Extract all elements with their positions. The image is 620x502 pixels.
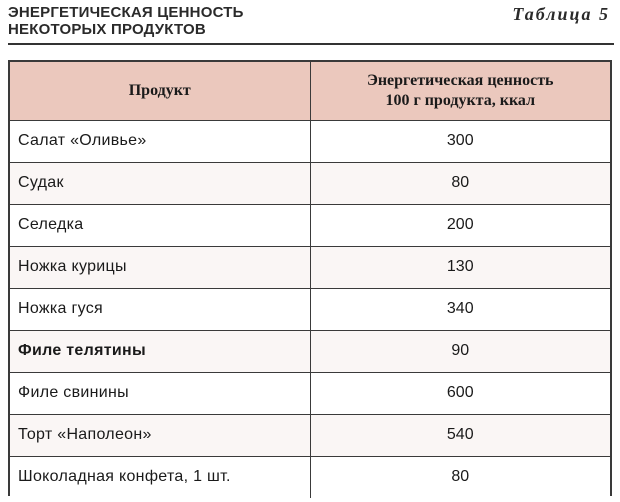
table-row	[10, 456, 610, 498]
table-row	[10, 372, 610, 414]
product-cell: Судак	[10, 162, 310, 204]
product-cell: Филе свинины	[10, 372, 310, 414]
product-cell: Шоколадная конфета, 1 шт.	[10, 456, 310, 498]
table-header-row	[10, 62, 610, 120]
table-heading: ЭНЕРГЕТИЧЕСКАЯ ЦЕННОСТЬ НЕКОТОРЫХ ПРОДУКТОВ	[8, 4, 244, 38]
table-row	[10, 162, 610, 204]
column-header-product: Продукт	[10, 62, 310, 120]
energy-cell: 200	[310, 204, 610, 246]
energy-cell: 80	[310, 162, 610, 204]
table-row	[10, 204, 610, 246]
energy-cell: 300	[310, 120, 610, 162]
energy-cell: 600	[310, 372, 610, 414]
energy-value-table	[10, 62, 610, 498]
energy-cell: 540	[310, 414, 610, 456]
table-row	[10, 246, 610, 288]
product-cell: Торт «Наполеон»	[10, 414, 310, 456]
header-divider	[8, 43, 614, 45]
page-header	[8, 4, 614, 44]
table-row	[10, 120, 610, 162]
energy-cell: 80	[310, 456, 610, 498]
column-header-energy: Энергетическая ценность 100 г продукта, ккал	[310, 62, 610, 120]
product-cell: Филе телятины	[10, 330, 310, 372]
table-number-label: Таблица 5	[512, 4, 610, 24]
product-cell: Салат «Оливье»	[10, 120, 310, 162]
energy-cell: 90	[310, 330, 610, 372]
product-cell: Ножка гуся	[10, 288, 310, 330]
energy-cell: 340	[310, 288, 610, 330]
table-row	[10, 414, 610, 456]
energy-cell: 130	[310, 246, 610, 288]
product-cell: Ножка курицы	[10, 246, 310, 288]
energy-table-frame	[8, 60, 612, 496]
table-row	[10, 288, 610, 330]
product-cell: Селедка	[10, 204, 310, 246]
table-row	[10, 330, 610, 372]
